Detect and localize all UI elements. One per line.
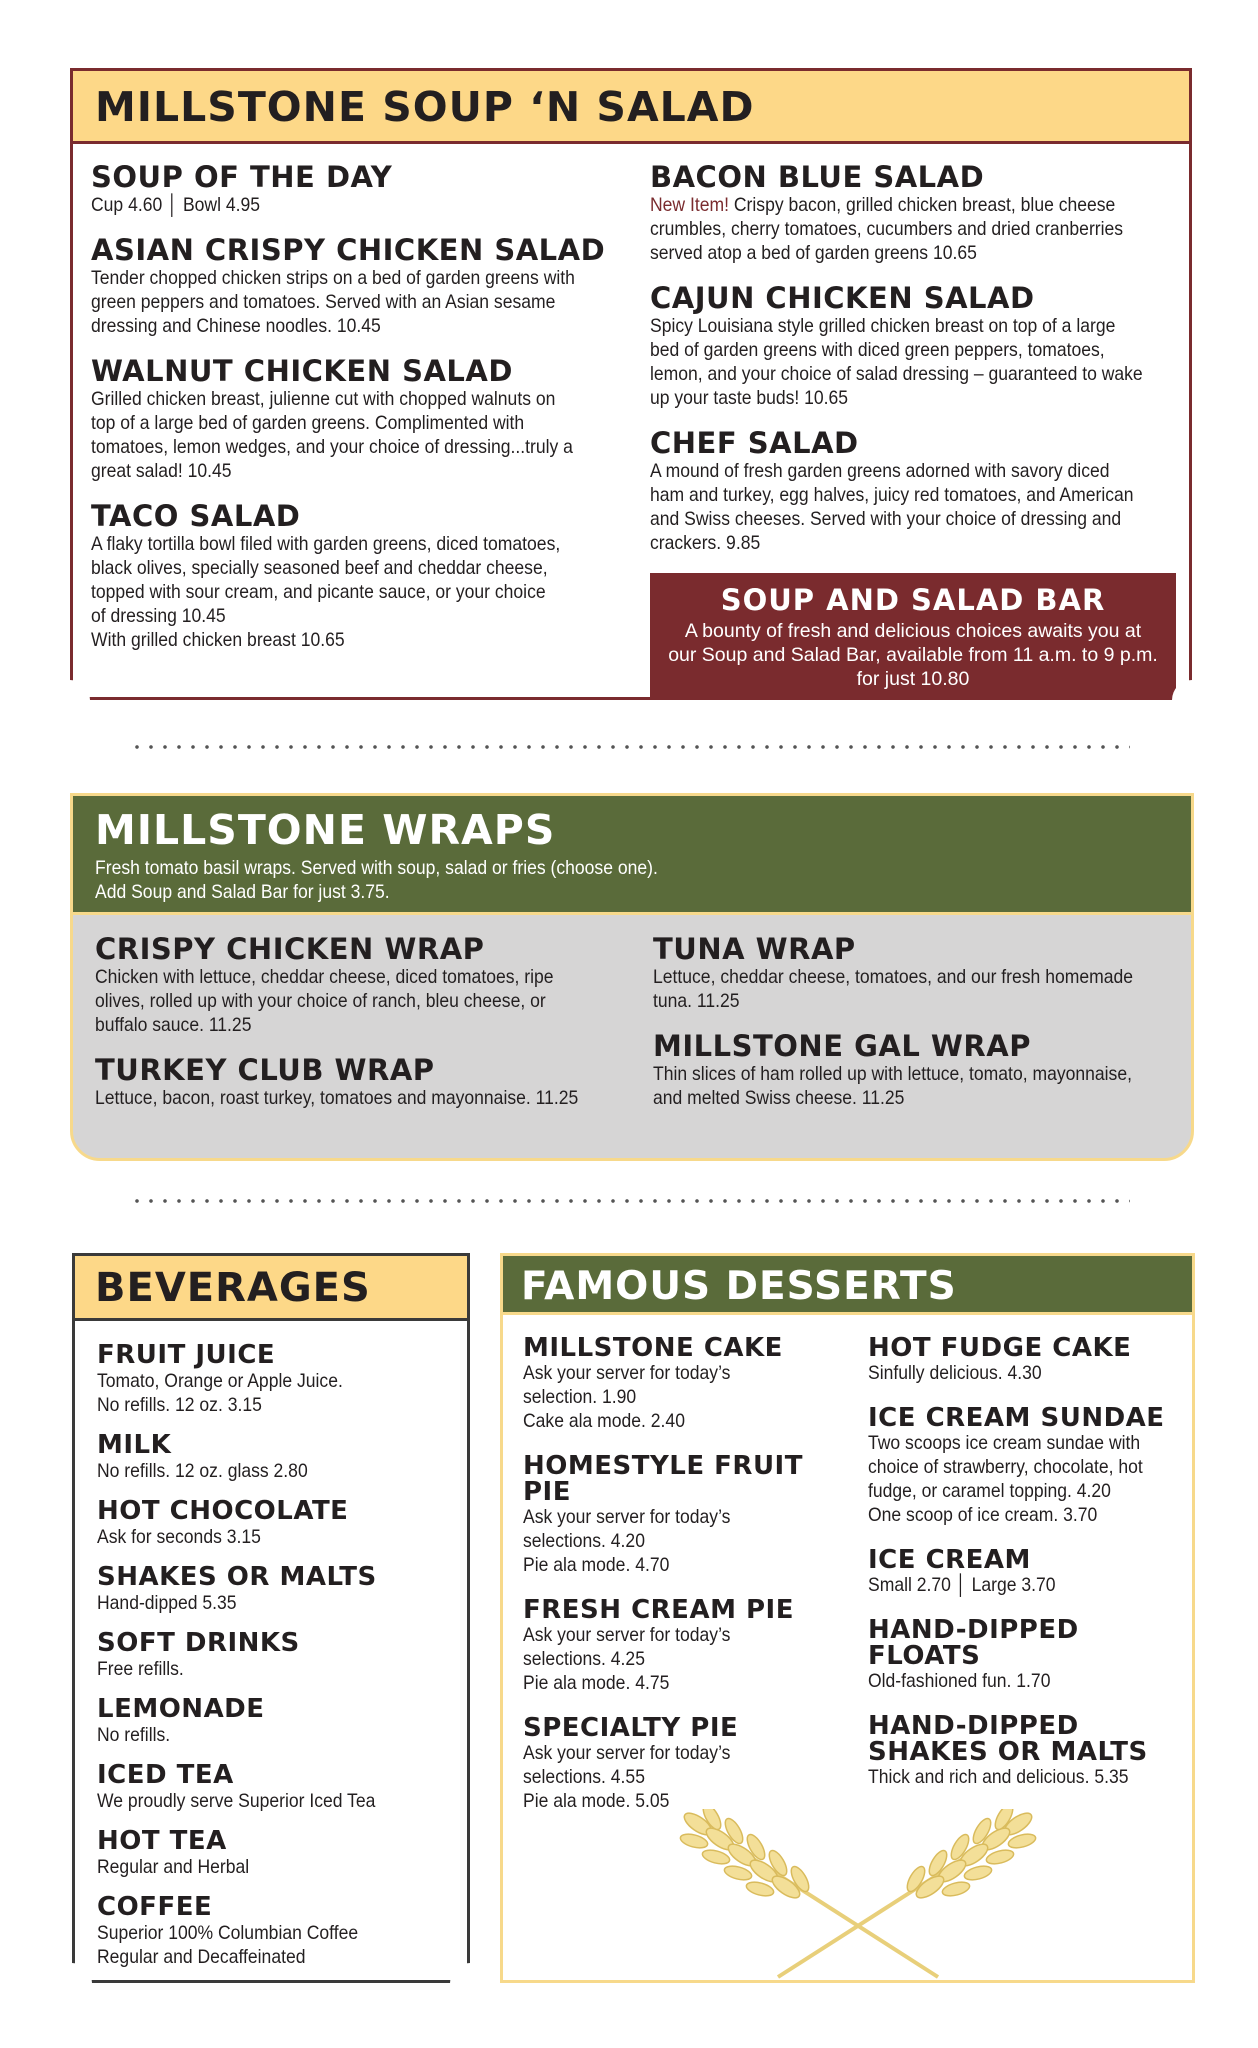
beverages-section [72, 1253, 470, 1983]
desc-line: Add Soup and Salad Bar for just 3.75. [95, 881, 390, 903]
desc-line: Pie ala mode. 4.75 [523, 1672, 670, 1694]
desc-line: of dressing 10.45 [91, 605, 226, 627]
desc-line: Two scoops ice cream sundae with [868, 1432, 1141, 1454]
desc-line: Superior 100% Columbian Coffee [97, 1922, 359, 1944]
item-name: ICE CREAM SUNDAE [868, 1403, 1165, 1433]
soup-and-salad-bar-box [650, 573, 1176, 700]
desc-line: Cup 4.60 │ Bowl 4.95 [91, 194, 261, 216]
desc-line: and melted Swiss cheese. 11.25 [653, 1087, 905, 1109]
section-title: FAMOUS DESSERTS [521, 1264, 957, 1309]
item-description [653, 965, 1182, 1013]
desserts-right-column [868, 1335, 1188, 1809]
dotted-divider [130, 744, 1130, 750]
beverages-list [97, 1341, 457, 1983]
wraps-subtitle [95, 856, 658, 904]
item-description [868, 1361, 1188, 1385]
item-description [97, 1591, 457, 1615]
item-description [95, 1086, 634, 1110]
item-name: MILLSTONE GAL WRAP [653, 1029, 1031, 1063]
desc-line: our Soup and Salad Bar, available from 11 a.m. to 9 p.m. [668, 644, 1158, 666]
desc-line: served atop a bed of garden greens 10.65 [650, 242, 977, 264]
item-name: ICED TEA [97, 1760, 234, 1790]
menu-item-hot-fudge-cake [868, 1335, 1188, 1385]
item-name: SHAKES OR MALTS [97, 1562, 377, 1592]
item-name: HAND-DIPPED SHAKES OR MALTS [868, 1711, 1148, 1767]
desc-line: A mound of fresh garden greens adorned with savory diced [650, 460, 1110, 482]
soup-salad-section [70, 68, 1192, 700]
item-name: FRUIT JUICE [97, 1340, 276, 1370]
desc-line: Chicken with lettuce, cheddar cheese, diced tomatoes, ripe [95, 966, 554, 988]
desc-line: With grilled chicken breast 10.65 [91, 629, 345, 651]
menu-item-ice-cream [868, 1547, 1188, 1597]
salad-bar-description [650, 619, 1176, 691]
desc-line: Fresh tomato basil wraps. Served with soup, salad or fries (choose one). [95, 857, 658, 879]
section-title: MILLSTONE SOUP ‘N SALAD [95, 83, 755, 131]
item-description [91, 193, 610, 217]
menu-item-fresh-cream-pie [523, 1597, 853, 1695]
item-name: HOT CHOCOLATE [97, 1496, 349, 1526]
corner-notch [52, 1963, 92, 2003]
section-title: MILLSTONE WRAPS [95, 806, 556, 854]
soup-salad-left-column [91, 162, 611, 670]
wraps-section [70, 793, 1194, 1161]
salad-bar-title: SOUP AND SALAD BAR [720, 583, 1106, 617]
item-description [97, 1723, 457, 1747]
desc-line: Sinfully delicious. 4.30 [868, 1362, 1042, 1384]
item-description [868, 1765, 1188, 1789]
menu-item-chef-salad [650, 428, 1180, 555]
item-description [650, 314, 1179, 410]
item-name: HOT TEA [97, 1826, 227, 1856]
item-description [97, 1525, 457, 1549]
desc-line: crackers. 9.85 [650, 532, 761, 554]
desc-line: Small 2.70 │ Large 3.70 [868, 1574, 1056, 1596]
menu-item-hand-dipped-shakes-or-malts [868, 1713, 1188, 1789]
wraps-right-column [653, 934, 1183, 1128]
item-name: CHEF SALAD [650, 426, 859, 460]
corner-notch [1172, 680, 1212, 720]
desc-line: Hand-dipped 5.35 [97, 1592, 237, 1614]
item-name: HAND-DIPPED FLOATS [868, 1615, 1079, 1671]
item-description [653, 1062, 1182, 1110]
corner-notch [50, 680, 90, 720]
item-name: CRISPY CHICKEN WRAP [95, 932, 485, 966]
desc-line: Thin slices of ham rolled up with lettuce, tomato, mayonnaise, [653, 1063, 1132, 1085]
wraps-left-column [95, 934, 635, 1128]
menu-item-homestyle-fruit-pie [523, 1453, 853, 1577]
desc-line: No refills. 12 oz. glass 2.80 [97, 1460, 308, 1482]
menu-item-walnut-chicken-salad [91, 356, 611, 483]
desc-line: crumbles, cherry tomatoes, cucumbers and dried cranberries [650, 218, 1124, 240]
menu-item-coffee [97, 1893, 457, 1969]
item-description [91, 532, 610, 652]
menu-item-asian-crispy-chicken-salad [91, 235, 611, 338]
desserts-header [500, 1253, 1195, 1315]
item-description [97, 1657, 457, 1681]
item-description [97, 1855, 457, 1879]
menu-item-hand-dipped-floats [868, 1617, 1188, 1693]
desc-line: No refills. 12 oz. 3.15 [97, 1394, 262, 1416]
menu-item-taco-salad [91, 501, 611, 652]
desc-line: One scoop of ice cream. 3.70 [868, 1504, 1098, 1526]
item-name: BACON BLUE SALAD [650, 160, 985, 194]
desc-line: tuna. 11.25 [653, 990, 740, 1012]
item-name: FRESH CREAM PIE [523, 1595, 794, 1625]
item-description [650, 193, 1179, 265]
desc-line: Thick and rich and delicious. 5.35 [868, 1766, 1129, 1788]
desc-line: A bounty of fresh and delicious choices awaits you at [684, 620, 1142, 642]
item-description [97, 1369, 457, 1417]
item-name: TURKEY CLUB WRAP [95, 1053, 435, 1087]
desc-line: topped with sour cream, and picante sauce, or your choice [91, 581, 546, 603]
desc-line: buffalo sauce. 11.25 [95, 1014, 252, 1036]
item-description [523, 1505, 853, 1577]
desc-line: green peppers and tomatoes. Served with an Asian sesame [91, 291, 556, 313]
menu-item-milk [97, 1431, 457, 1483]
menu-item-turkey-club-wrap [95, 1055, 635, 1110]
desc-line: lemon, and your choice of salad dressing – guaranteed to wake [650, 363, 1143, 385]
item-description [523, 1623, 853, 1695]
menu-item-millstone-gal-wrap [653, 1031, 1183, 1110]
desc-line: and Swiss cheeses. Served with your choice of dressing and [650, 508, 1122, 530]
item-name: TUNA WRAP [653, 932, 856, 966]
menu-item-fruit-juice [97, 1341, 457, 1417]
item-description [91, 266, 610, 338]
desserts-section [500, 1253, 1195, 1983]
corner-notch [450, 1963, 490, 2003]
desc-line: tomatoes, lemon wedges, and your choice of dressing...truly a [91, 436, 573, 458]
item-description [95, 965, 634, 1037]
item-name: COFFEE [97, 1892, 213, 1922]
item-name: CAJUN CHICKEN SALAD [650, 281, 1035, 315]
desc-line: selections. 4.20 [523, 1530, 645, 1552]
desc-line: ham and turkey, egg halves, juicy red tomatoes, and American [650, 484, 1134, 506]
beverages-header [72, 1253, 470, 1321]
desc-line: Ask your server for today’s [523, 1506, 731, 1528]
menu-item-hot-chocolate [97, 1497, 457, 1549]
soup-salad-header [70, 68, 1192, 144]
desc-line: Lettuce, bacon, roast turkey, tomatoes and mayonnaise. 11.25 [95, 1087, 579, 1109]
desc-line: Grilled chicken breast, julienne cut with chopped walnuts on [91, 388, 556, 410]
desc-line: choice of strawberry, chocolate, hot [868, 1456, 1143, 1478]
item-description [868, 1573, 1188, 1597]
menu-item-bacon-blue-salad [650, 162, 1180, 265]
desc-line: Tender chopped chicken strips on a bed of garden greens with [91, 267, 575, 289]
desc-line: black olives, specially seasoned beef and cheddar cheese, [91, 557, 548, 579]
menu-item-millstone-cake [523, 1335, 853, 1433]
desserts-left-column [523, 1335, 853, 1833]
desc-line: Old-fashioned fun. 1.70 [868, 1670, 1051, 1692]
new-item-tag: New Item! [650, 194, 730, 216]
desc-line: selection. 1.90 [523, 1386, 637, 1408]
item-name: ICE CREAM [868, 1545, 1031, 1575]
item-name: SPECIALTY PIE [523, 1713, 739, 1743]
menu-item-specialty-pie [523, 1715, 853, 1813]
desc-line: Ask for seconds 3.15 [97, 1526, 261, 1548]
section-title: BEVERAGES [95, 1265, 371, 1311]
desc-line: great salad! 10.45 [91, 460, 232, 482]
item-description [91, 387, 610, 483]
item-description [650, 459, 1179, 555]
item-name: MILK [97, 1430, 172, 1460]
desc-line: top of a large bed of garden greens. Complimented with [91, 412, 525, 434]
wheat-icon [658, 1809, 1058, 1979]
soup-salad-right-column [650, 162, 1180, 573]
desc-line: Spicy Louisiana style grilled chicken breast on top of a large [650, 315, 1116, 337]
item-name: TACO SALAD [91, 499, 301, 533]
menu-item-shakes-or-malts [97, 1563, 457, 1615]
desc-line [650, 193, 1179, 217]
item-description [523, 1361, 853, 1433]
menu-item-hot-tea [97, 1827, 457, 1879]
menu-item-iced-tea [97, 1761, 457, 1813]
menu-item-cajun-chicken-salad [650, 283, 1180, 410]
desc-line: selections. 4.55 [523, 1766, 645, 1788]
wraps-header [70, 793, 1194, 915]
item-name: ASIAN CRISPY CHICKEN SALAD [91, 233, 606, 267]
desc-line: No refills. [97, 1724, 171, 1746]
desc-line: A flaky tortilla bowl filed with garden greens, diced tomatoes, [91, 533, 561, 555]
desc-line: We proudly serve Superior Iced Tea [97, 1790, 376, 1812]
item-name: HOT FUDGE CAKE [868, 1333, 1132, 1363]
desc-line: Pie ala mode. 5.05 [523, 1790, 670, 1812]
desc-line: Tomato, Orange or Apple Juice. [97, 1370, 343, 1392]
menu-item-tuna-wrap [653, 934, 1183, 1013]
desc-line: Regular and Herbal [97, 1856, 250, 1878]
item-name: HOMESTYLE FRUIT PIE [523, 1451, 803, 1507]
desc-line: olives, rolled up with your choice of ranch, bleu cheese, or [95, 990, 546, 1012]
item-description [97, 1459, 457, 1483]
desc-line: Pie ala mode. 4.70 [523, 1554, 670, 1576]
desc-line: for just 10.80 [856, 668, 970, 690]
item-description [97, 1921, 457, 1969]
item-description [868, 1431, 1188, 1527]
item-description [868, 1669, 1188, 1693]
desc-line: bed of garden greens with diced green peppers, tomatoes, [650, 339, 1105, 361]
item-name: SOFT DRINKS [97, 1628, 300, 1658]
desc-line: fudge, or caramel topping. 4.20 [868, 1480, 1111, 1502]
menu-item-soft-drinks [97, 1629, 457, 1681]
desc-line: up your taste buds! 10.65 [650, 387, 849, 409]
menu-item-soup-of-the-day [91, 162, 611, 217]
desc-line: Regular and Decaffeinated [97, 1946, 306, 1968]
item-name: LEMONADE [97, 1694, 265, 1724]
item-name: MILLSTONE CAKE [523, 1333, 783, 1363]
desc-text: Crispy bacon, grilled chicken breast, blue cheese [729, 194, 1116, 216]
menu-item-ice-cream-sundae [868, 1405, 1188, 1527]
desc-line: dressing and Chinese noodles. 10.45 [91, 315, 381, 337]
desc-line: Ask your server for today’s [523, 1362, 731, 1384]
desc-line: selections. 4.25 [523, 1648, 645, 1670]
item-description [523, 1741, 853, 1813]
desc-line: Free refills. [97, 1658, 184, 1680]
desc-line: Ask your server for today’s [523, 1624, 731, 1646]
desc-line: Cake ala mode. 2.40 [523, 1410, 685, 1432]
item-name: WALNUT CHICKEN SALAD [91, 354, 513, 388]
menu-item-crispy-chicken-wrap [95, 934, 635, 1037]
dotted-divider [130, 1198, 1130, 1204]
item-description [97, 1789, 457, 1813]
item-name: SOUP OF THE DAY [91, 160, 393, 194]
desc-line: Lettuce, cheddar cheese, tomatoes, and our fresh homemade [653, 966, 1133, 988]
desc-line: Ask your server for today’s [523, 1742, 731, 1764]
menu-item-lemonade [97, 1695, 457, 1747]
